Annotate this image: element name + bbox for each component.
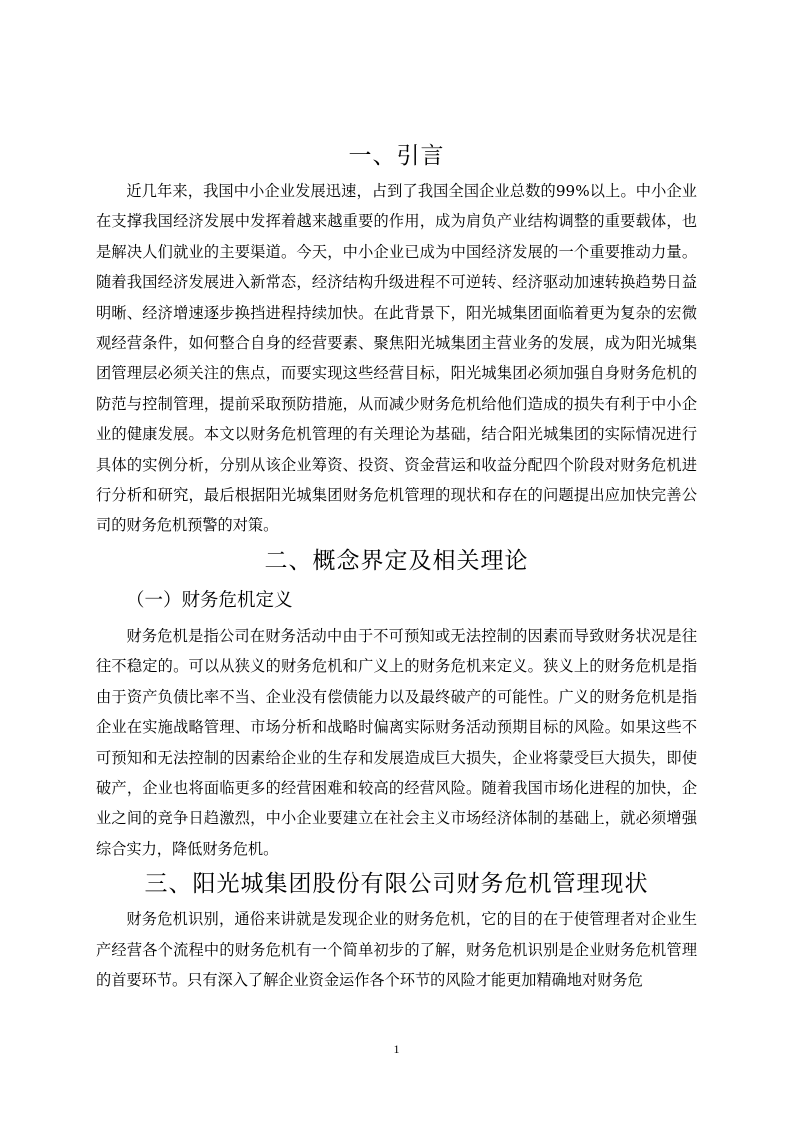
section-heading-introduction: 一、引言 (348, 143, 445, 169)
page-content (96, 136, 697, 995)
subsection-heading-financial-crisis-definition: （一）财务危机定义 (126, 589, 293, 611)
page-number: 1 (393, 1042, 400, 1056)
financial-crisis-definition-paragraph: 财务危机是指公司在财务活动中由于不可预知或无法控制的因素而导致财务状况是往往不稳定的。可以从狭义的财务危机和广义上的财务危机来定义。狭义上的财务危机是指由于资产负债比率不当、企业没有偿债能力以及最终破产的可能性。广义的财务危机是指企业在实施战略管理、市场分析和战略时偏离实际财务活动预期目标的风险。如果这些不可预知和无法控制的因素给企业的生存和发展造成巨大损失，企业将蒙受巨大损失，即使破产，企业也将面临更多的经营困难和较高的经营风险。随着我国市场化进程的加快，企业之间的竞争日趋激烈，中小企业要建立在社会主义市场经济体制的基础上，就必须增强综合实力，降低财务危机。 (96, 626, 697, 858)
introduction-paragraph: 近几年来，我国中小企业发展迅速，占到了我国全国企业总数的99%以上。中小企业在支撑我国经济发展中发挥着越来越重要的作用，成为肩负产业结构调整的重要载体，也是解决人们就业的主要渠道。今天，中小企业已成为中国经济发展的一个重要推动力量。随着我国经济发展进入新常态，经济结构升级进程不可逆转、经济驱动加速转换趋势日益明晰、经济增速逐步换挡进程持续加快。在此背景下，阳光城集团面临着更为复杂的宏微观经营条件，如何整合自身的经营要素、聚焦阳光城集团主营业务的发展，成为阳光城集团管理层必须关注的焦点，而要实现这些经营目标，阳光城集团必须加强自身财务危机的防范与控制管理，提前采取预防措施，从而减少财务危机给他们造成的损失有利于中小企业的健康发展。本文以财务危机管理的有关理论为基础，结合阳光城集团的实际情况进行具体的实例分析，分别从该企业筹资、投资、资金营运和收益分配四个阶段对财务危机进行分析和研究，最后根据阳光城集团财务危机管理的现状和存在的问题提出应加快完善公司的财务危机预警的对策。 (96, 182, 697, 535)
management-status-paragraph: 财务危机识别，通俗来讲就是发现企业的财务危机，它的目的在于使管理者对企业生产经营各个流程中的财务危机有一个简单初步的了解，财务危机识别是企业财务危机管理的首要环节。只有深入了解企业资金运作各个环节的风险才能更加精确地对财务危 (96, 910, 697, 989)
section-heading-management-status: 三、阳光城集团股份有限公司财务危机管理现状 (144, 871, 649, 898)
section-heading-concepts: 二、概念界定及相关理论 (264, 547, 529, 574)
